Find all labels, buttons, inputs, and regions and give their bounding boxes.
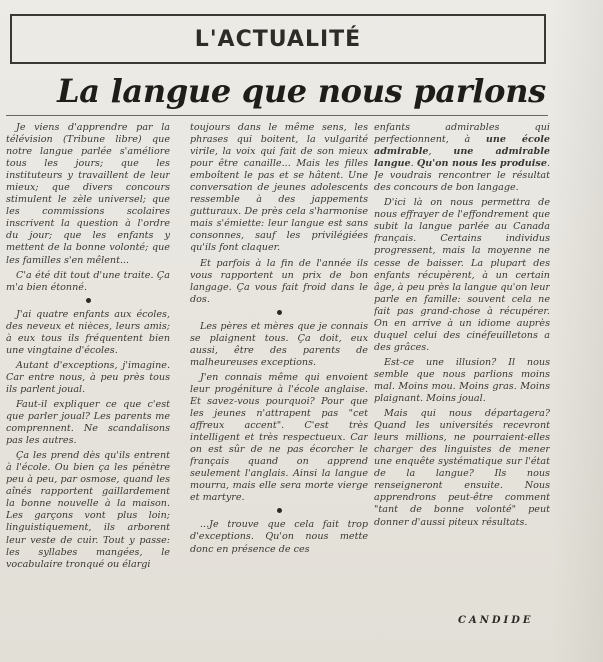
headline-rule <box>6 115 548 116</box>
paragraph: D'ici là on nous permettra de nous effrayer de l'effondrement que subit la langue parlée au Canada français. Certains individus progressent, mais la moyenne ne cesse de baisser. La plupart des enfants récupèrent, à un certain âge, à peu près la langue qu'on leur parle en famille: souvent cela ne fait pas grand-chose à récupérer. On en arrive à un idiome auprès duquel celui des cinéfeuilletons a des grâces. <box>374 197 550 353</box>
section-bullet <box>277 508 282 513</box>
paragraph: Est-ce une illusion? Il nous semble que nous parlions moins mal. Moins mou. Moins gras. Moins plaignant. Moins joual. <box>374 356 550 405</box>
section-bullet <box>277 310 282 315</box>
author-signature: CANDIDE <box>458 615 534 626</box>
emphasis: une admirable langue <box>374 146 550 170</box>
section-bullet <box>86 298 91 303</box>
paragraph: J'en connais même qui envoient leur progéniture à l'école anglaise. Et savez-vous pourquoi? Pour que les jeunes n'attrapent pas "cet affreux accent". C'est très intelligent et très respectueux. Car on est sûr de ne pas écorcher le français quand on apprend seulement l'anglais. Ainsi la langue mourra, mais elle sera morte vierge et martyre. <box>190 371 368 504</box>
paragraph: Ça les prend dès qu'ils entrent à l'école. Ou bien ça les pénètre peu à peu, par osmose, quand les aînés rapportent gaillardement la bonne nouvelle à la maison. Les garçons vont plus loin; linguistiquement, ils arborent leur veste de cuir. Tout y passe: les syllabes mangées, le vocabulaire tronqué ou élargi <box>6 450 170 570</box>
text-run: . <box>410 158 417 170</box>
section-banner <box>10 14 546 64</box>
paragraph: Les pères et mères que je connais se plaignent tous. Ça doit, eux aussi, être des parents de malheureuses exceptions. <box>190 320 368 368</box>
paragraph: Autant d'exceptions, j'imagine. Car entre nous, à peu près tous ils parlent joual. <box>6 359 170 395</box>
paragraph: Je viens d'apprendre par la télévision (Tribune libre) que notre langue parlée s'améliore tous les jours; que les instituteurs y travaillent de leur mieux; que divers concours stimulent le zèle universel; que les commissions scolaires inscrivent la question à l'ordre du jour; que les enfants y mettent de la bonne volonté; que les familles s'en mêlent... <box>6 122 170 266</box>
paragraph: Mais qui nous départagera? Quand les universités recevront leurs millions, ne pourraient-elles charger des linguistes de mener une enquête systématique sur l'état de la langue? Ils nous renseigneront ensuite. Nous apprendrons peut-être comment "tant de bonne volonté" peut donner d'aussi piteux résultats. <box>374 408 550 528</box>
paragraph: ...Je trouve que cela fait trop d'exceptions. Qu'on nous mette donc en présence de ces <box>190 519 368 555</box>
paragraph: J'ai quatre enfants aux écoles, des neveux et nièces, leurs amis; à eux tous ils fréquentent bien une vingtaine d'écoles. <box>6 308 170 356</box>
article-headline: La langue que nous parlons <box>57 72 546 110</box>
text-run: enfants admirables qui perfectionnent, à <box>374 122 550 146</box>
paragraph: Et parfois à la fin de l'année ils vous rapportent un prix de bon langage. Ça vous fait froid dans le dos. <box>190 257 368 305</box>
paragraph: C'a été dit tout d'une traite. Ça m'a bien étonné. <box>6 269 170 293</box>
paragraph <box>374 122 550 194</box>
emphasis: Qu'on nous les produise <box>416 158 547 170</box>
emphasis: une école admirable <box>374 134 550 158</box>
section-title: L'ACTUALITÉ <box>194 26 362 52</box>
article-column-2 <box>190 122 368 626</box>
text-run: . Je voudrais rencontrer le résultat des concours de bon langage. <box>374 158 550 194</box>
paragraph: toujours dans le même sens, les phrases qui boitent, la vulgarité virile, la voix qui fait de son mieux pour être canaille... Mais les filles emboîtent le pas et se hâtent. Une conversation de jeunes adolescents ressemble à des jappements gutturaux. De près cela s'harmonise mais s'émiette: leur langue est sans consonnes, sauf les privilégiées qu'ils font claquer. <box>190 122 368 254</box>
text-run: , <box>428 146 454 158</box>
article-column-3 <box>374 122 550 602</box>
article-column-1 <box>6 122 170 626</box>
paragraph: Faut-il expliquer ce que c'est que parler joual? Les parents me comprennent. Ne scandalisons pas les autres. <box>6 398 170 447</box>
